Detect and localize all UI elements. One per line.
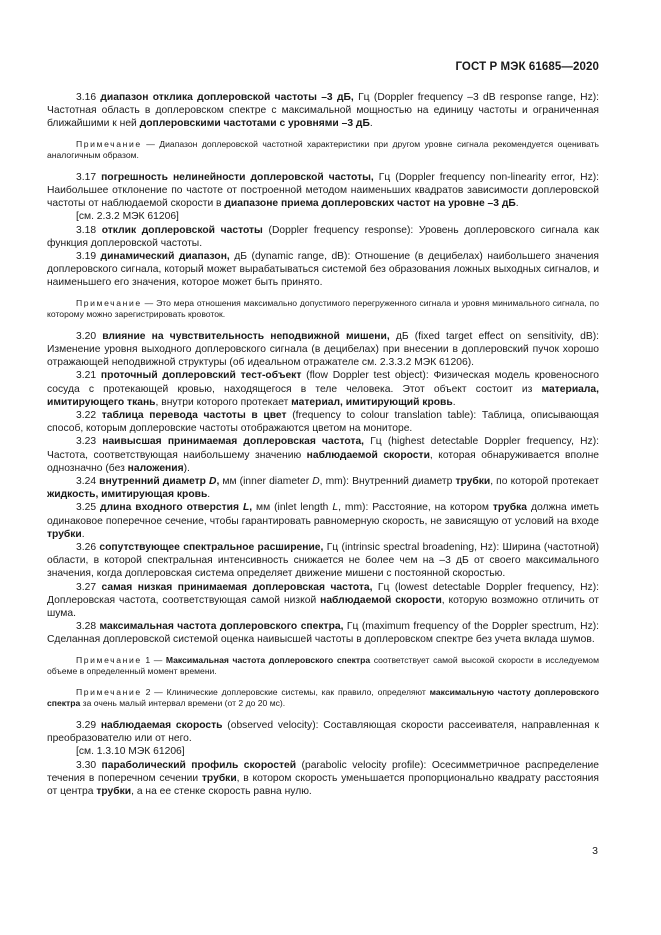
defined-term: самая низкая принимаемая доплеровская частота, [101,581,373,593]
text-run: — Диапазон доплеровской частотной характеристики при другом уровне сигнала рекомендуется оценивать аналогичным образом. [47,138,599,161]
text-run: 3.26 [76,542,100,554]
text-run: . [81,528,85,540]
defined-term: таблица перевода частоты в цвет [101,410,287,422]
text-run: L [332,502,339,514]
defined-term: динамический диапазон, [100,251,230,263]
term-definition [47,250,599,290]
text-run: Гц (Doppler frequency non-linearity error, Hz): Наибольшее отклонение по частоте от построенной методом наименьших квадратов зависимости доплеровской частоты от наблюдаемой скорости в [47,171,600,210]
defined-term: наблюдаемой скорости [306,449,430,461]
term-definition [47,541,599,581]
text-run: Гц (highest detectable Doppler frequency, Hz): Частота, соответствующая наибольшему значению [47,436,599,461]
text-run: (parabolic velocity profile): Осесимметричное распределение течения в поперечном сечении [47,759,600,784]
defined-term: материала, имитирующего ткань [47,383,599,408]
defined-term: L [242,502,250,514]
text-run: , mm): Расстояние, на котором [338,502,493,514]
text-run: Гц (Doppler frequency –3 dB response range, Hz): Частотная область в доплеровском спектре с максимальной мощностью на единицу частоты и ограниченная ближайшими к ней [47,92,600,130]
text-run: 3.27 [76,581,102,593]
defined-term: максимальную частоту доплеровского спектра [47,686,600,709]
text-run: дБ (dynamic range, dB): Отношение (в децибелах) наибольшего значения доплеровского сигнала, который может вырабатываться системой без образования ложных выходных сигналов, и наименьшего его значения, которое может быть принято. [47,251,600,289]
defined-term: проточный доплеровский тест-объект [100,370,302,382]
text-run: 3.16 [76,92,101,103]
defined-term: отклик доплеровской частоты [101,224,263,236]
defined-term: внутренний диаметр [99,476,210,488]
text-run: , по которой протекает [490,476,599,488]
defined-term: наблюдаемая скорость [100,720,223,732]
defined-term: диапазоне приема доплеровских частот на уровне –3 дБ [224,198,516,210]
text-run: [см. 2.3.2 МЭК 61206] [76,211,179,223]
defined-term: наблюдаемой скорости [320,594,442,606]
text-run: мм (inlet length [252,502,333,514]
term-definition [47,91,599,131]
term-definition [47,501,599,541]
text-run: соответствует самой высокой скорости в исследуемом объеме в определенный момент времени. [47,654,599,677]
note-paragraph [47,687,599,710]
text-run: 3.30 [76,759,102,771]
defined-term: , [249,502,253,514]
source-reference [47,745,599,758]
text-run: 3.18 [76,224,102,236]
text-run: , а на ее стенке скорость равна нулю. [131,786,312,798]
defined-term: параболический профиль скоростей [101,759,297,771]
defined-term: жидкость, имитирующая кровь [47,489,208,501]
defined-term: трубки [47,528,82,540]
text-run: [см. 1.3.10 МЭК 61206] [76,746,185,758]
defined-term: трубка [492,502,528,514]
text-run: (observed velocity): Составляющая скорости рассеивателя, направленная к преобразователю или от него. [47,720,600,745]
text-run: D [312,476,320,488]
text-run: . [452,396,456,408]
text-run: 3.19 [76,251,101,263]
defined-term: максимальная частота доплеровского спектра, [99,621,344,633]
defined-term: , [216,476,220,488]
text-run: 3.24 [76,476,100,488]
defined-term: наложения [127,462,184,474]
term-definition [47,475,599,501]
term-definition [47,435,599,475]
defined-term: погрешность нелинейности доплеровской частоты, [101,171,374,183]
defined-term: D [209,476,217,488]
defined-term: наивысшая принимаемая доплеровская частота, [102,436,365,448]
document-body [47,91,599,798]
note-paragraph [47,139,599,162]
term-definition [47,330,599,370]
text-run: Гц (intrinsic spectral broadening, Hz): Ширина (частотной) области, в которой спектральная интенсивность снижается не более чем на –3 дБ от своего максимального значения, когда доплеровская система определяет движение мишени с постоянной скоростью. [47,542,600,580]
text-run: 1 — [141,654,166,665]
text-run: Примечание [76,654,142,665]
defined-term: доплеровскими частотами с уровнями –3 дБ [139,118,370,130]
text-run: 3.17 [76,171,102,183]
term-definition [47,369,599,409]
term-definition [47,224,599,250]
text-run: Примечание [76,686,142,697]
text-run: — Это мера отношения максимально допустимого перегруженного сигнала и уровня минимального сигнала, по которому можно зарегистрировать кровоток. [47,297,599,320]
term-definition [47,719,599,745]
text-run: 3.23 [76,436,103,448]
text-run: , mm): Внутренний диаметр [319,476,456,488]
note-paragraph [47,298,599,321]
text-run: 3.28 [76,621,100,633]
text-run: Гц (lowest detectable Doppler frequency, Hz): Доплеровская частота, соответствующая самой низкой [47,581,599,606]
defined-term: материал, имитирующий кровь [291,396,453,408]
text-run: (flow Doppler test object): Физическая модель кровеносного сосуда с протекающей кровью, находящегося в теле человека. Этот объект состоит из [47,370,600,395]
text-run: за очень малый интервал времени (от 2 до 20 мс). [80,698,286,709]
text-run: , которая обнаруживается вполне однозначно (без [47,449,599,474]
term-definition [47,409,599,435]
term-definition [47,171,599,211]
page-number: 3 [592,845,598,857]
defined-term: длина входного отверстия [99,502,243,514]
term-definition [47,759,599,799]
text-run: . [207,489,211,501]
text-run: дБ (fixed target effect on sensitivity, dB): Изменение уровня выходного доплеровского сигнала (в децибелах) при внесении в доплеровский пучок хорошо отражающей неподвижной структуры (об идеальном отражателе см. 2.3.3.2 МЭК 61206). [47,330,599,369]
text-run: , внутри которого протекает [155,396,292,408]
text-run: 2 — Клинические доплеровские системы, как правило, определяют [141,686,430,697]
defined-term: влияние на чувствительность неподвижной мишени, [102,330,390,342]
defined-term: трубки [201,772,237,784]
term-definition [47,581,599,621]
text-run: мм (inner diameter [219,476,313,488]
term-definition [47,620,599,646]
text-run: . [369,118,373,130]
defined-term: диапазон отклика доплеровской частоты –3 дБ, [100,92,354,103]
text-run: 3.29 [76,720,101,732]
text-run: (frequency to colour translation table): Таблица, описывающая способ, которым доплеровские частоты отображаются цветом на мониторе. [47,410,599,435]
text-run: , в котором скорость уменьшается пропорционально квадрату расстояния от центра [47,772,599,798]
text-run: 3.20 [76,330,103,342]
text-run: . [515,198,519,210]
note-paragraph [47,655,599,678]
defined-term: Максимальная частота доплеровского спектра [165,654,371,665]
text-run: Гц (maximum frequency of the Doppler spectrum, Hz): Сделанная доплеровской системой оценка наивысшей частоты в доплеровском спектре без учета вклада шумов. [47,621,600,646]
defined-term: трубки [455,476,491,488]
text-run: (Doppler frequency response): Уровень доплеровского сигнала как функция доплеровской частоты. [47,224,599,249]
text-run: 3.21 [76,370,101,382]
text-run: должна иметь одинаковое поперечное сечение, чтобы гарантировать равномерную скорость, не зависящую от условий на входе [47,502,600,527]
document-header: ГОСТ Р МЭК 61685—2020 [455,61,599,73]
source-reference [47,210,599,223]
text-run: ). [183,462,190,474]
text-run: Примечание [76,138,142,149]
text-run: , которую возможно отличить от шума. [47,594,599,620]
text-run: 3.25 [76,502,100,514]
text-run: 3.22 [76,410,102,422]
defined-term: сопутствующее спектральное расширение, [99,542,324,554]
defined-term: трубки [96,786,132,798]
text-run: Примечание [76,297,142,308]
